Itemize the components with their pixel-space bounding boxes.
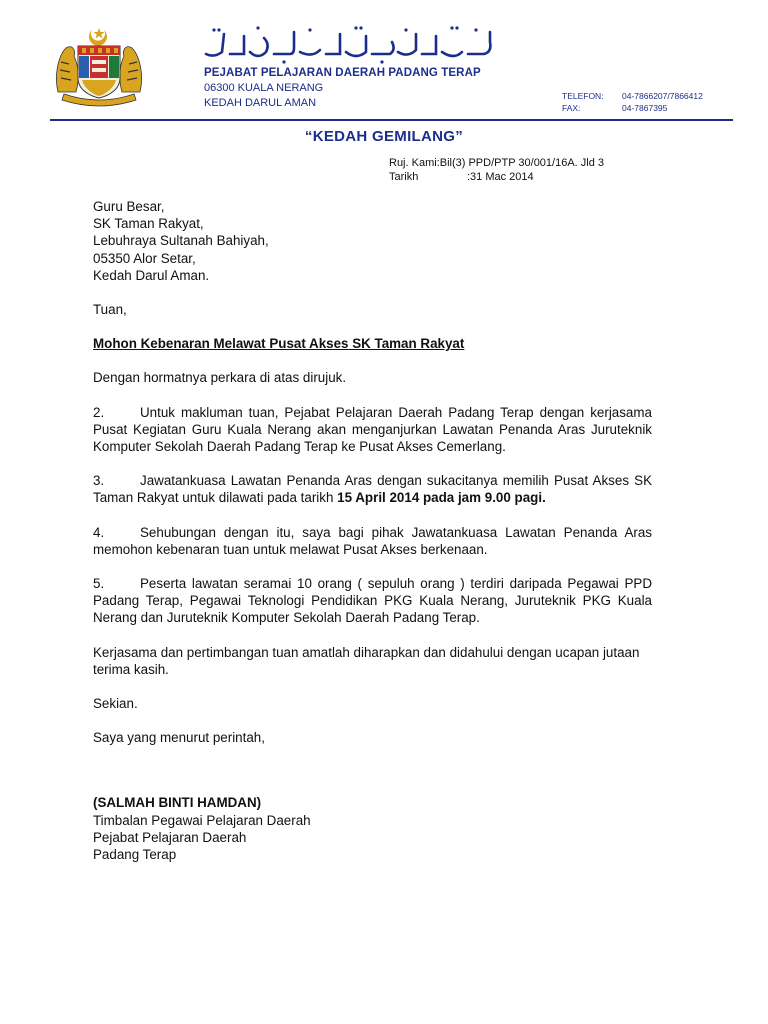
paragraph-5 <box>93 575 652 627</box>
paragraph-3-text: Jawatankuasa Lawatan Penanda Aras dengan sukacitanya memilih Pusat Akses SK Taman Rakyat untuk dilawati pada tarikh <box>93 473 652 506</box>
paragraph-5-number: 5. <box>93 576 105 592</box>
letterhead-divider <box>50 119 733 121</box>
letter-body <box>93 198 652 863</box>
recipient-line3: Lebuhraya Sultanah Bahiyah, <box>93 233 269 249</box>
tarikh-value: :31 Mac 2014 <box>467 171 534 183</box>
office-address <box>204 66 481 111</box>
reference-block <box>389 156 604 184</box>
ruj-label: Ruj. Kami: <box>389 157 440 169</box>
visit-date-time: 15 April 2014 pada jam 9.00 pagi. <box>337 490 546 506</box>
coat-of-arms-icon <box>52 26 146 108</box>
closing-saya: Saya yang menurut perintah, <box>93 730 265 746</box>
ruj-value: Bil(3) PPD/PTP 30/001/16A. Jld 3 <box>439 157 605 169</box>
recipient-line5: Kedah Darul Aman. <box>93 267 210 283</box>
fax-value: 04-7867395 <box>622 103 668 113</box>
signatory-title3: Padang Terap <box>93 847 177 863</box>
jawi-calligraphy-icon <box>200 22 500 64</box>
jawi-office-title <box>200 22 500 64</box>
paragraph-2-text: Untuk makluman tuan, Pejabat Pelajaran Daerah Padang Terap dengan kerjasama Pusat Kegiatan Guru Kuala Nerang akan menganjurkan Lawatan Penanda Aras Juruteknik Komputer Sekolah Daerah Padang Terap ke Pusat Akses Cemerlang. <box>93 404 652 455</box>
office-name: PEJABAT PELAJARAN DAERAH PADANG TERAP <box>204 67 481 79</box>
recipient-line4: 05350 Alor Setar, <box>93 250 196 266</box>
recipient-address <box>93 198 652 284</box>
paragraph-5-text: Peserta lawatan seramai 10 orang ( sepuluh orang ) terdiri daripada Pegawai PPD Padang Terap, Pegawai Teknologi Pendidikan PKG Kuala Nerang, Juruteknik PKG Kuala Nerang dan Juruteknik Komputer Sekolah Daerah Padang Terap. <box>93 576 652 626</box>
paragraph-4-text: Sehubungan dengan itu, saya bagi pihak Jawatankuasa Lawatan Penanda Aras memohon kebenaran tuan untuk melawat Pusat Akses berkenaan. <box>93 524 652 557</box>
recipient-line1: Guru Besar, <box>93 199 165 214</box>
office-contact <box>562 90 703 114</box>
paragraph-1: Dengan hormatnya perkara di atas dirujuk. <box>93 370 347 386</box>
telefon-value: 04-7866207/7866412 <box>622 91 703 101</box>
office-address-line2: KEDAH DARUL AMAN <box>204 97 317 109</box>
paragraph-2 <box>93 404 652 456</box>
fax-label: FAX: <box>562 103 581 113</box>
signatory-title1: Timbalan Pegawai Pelajaran Daerah <box>93 812 311 828</box>
signatory-name: (SALMAH BINTI HAMDAN) <box>93 795 262 811</box>
recipient-line2: SK Taman Rakyat, <box>93 216 204 232</box>
signatory-title2: Pejabat Pelajaran Daerah <box>93 829 247 845</box>
paragraph-6: Kerjasama dan pertimbangan tuan amatlah diharapkan dan didahului dengan ucapan jutaan terima kasih. <box>93 644 640 677</box>
paragraph-4 <box>93 524 652 558</box>
salutation: Tuan, <box>93 302 127 318</box>
motto: “KEDAH GEMILANG” <box>304 128 464 145</box>
tarikh-label: Tarikh <box>389 171 419 183</box>
paragraph-3 <box>93 472 652 506</box>
office-address-line1: 06300 KUALA NERANG <box>204 82 324 94</box>
paragraph-2-number: 2. <box>93 404 105 420</box>
subject-line: Mohon Kebenaran Melawat Pusat Akses SK Taman Rakyat <box>93 336 465 352</box>
paragraph-4-number: 4. <box>93 524 105 540</box>
signature-block <box>93 794 652 863</box>
telefon-label: TELEFON: <box>562 91 604 101</box>
paragraph-3-number: 3. <box>93 473 105 489</box>
closing-sekian: Sekian. <box>93 696 138 712</box>
